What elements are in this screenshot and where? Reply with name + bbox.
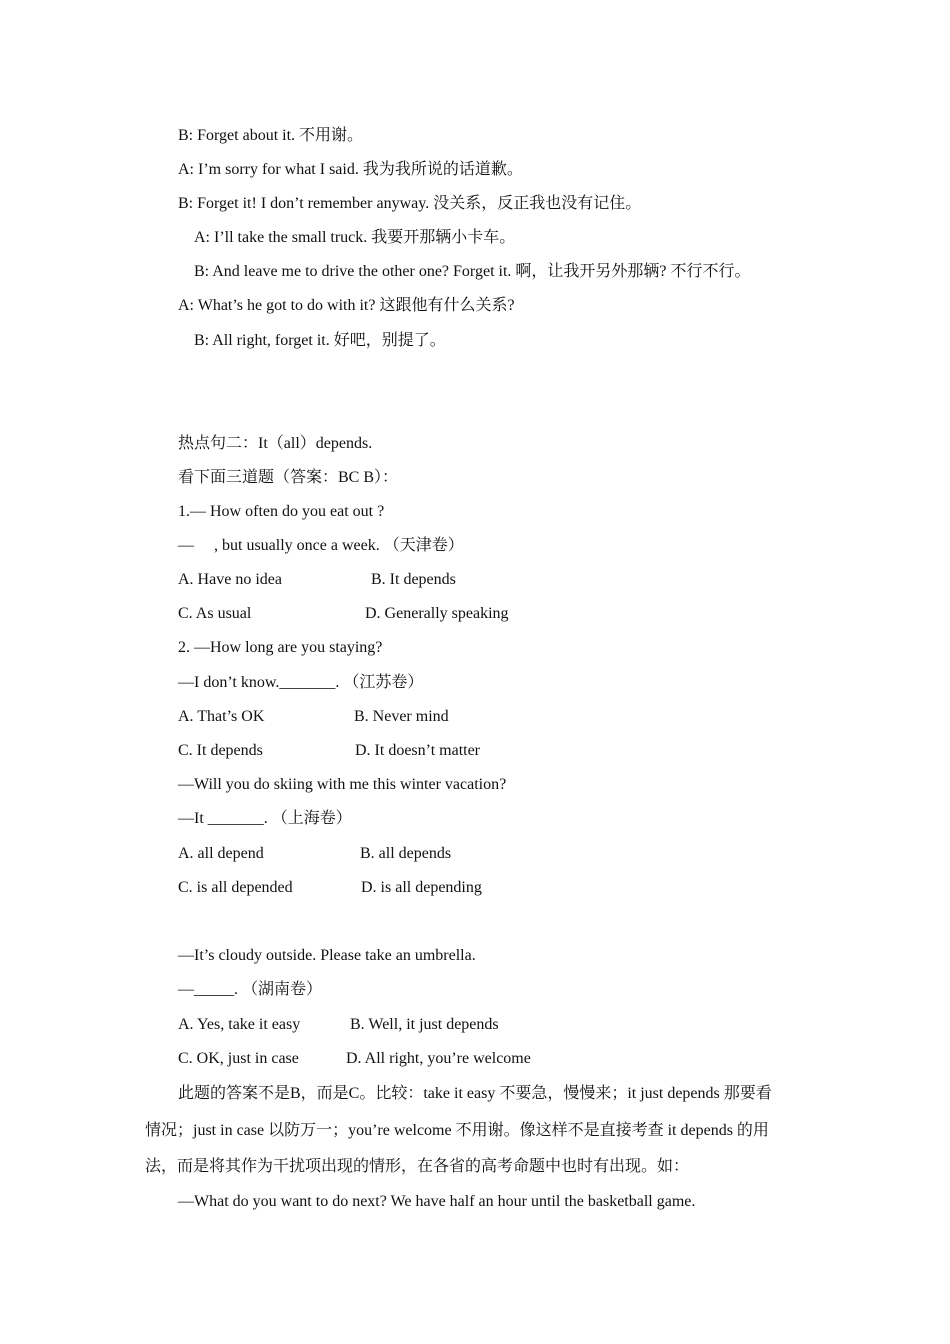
q1-option-d: D. Generally speaking: [365, 605, 509, 622]
q2-option-a: A. That’s OK: [178, 708, 265, 725]
q3-option-c: C. is all depended: [178, 879, 293, 896]
q2-option-c: C. It depends: [178, 742, 263, 759]
dialogue-line: B: All right, forget it. 好吧，别提了。: [194, 332, 446, 349]
question-3-answer-line: —It _______. （上海卷）: [178, 810, 352, 827]
q4-option-a: A. Yes, take it easy: [178, 1016, 301, 1033]
question-2: 2. —How long are you staying?: [178, 639, 383, 656]
dialogue-line: A: What’s he got to do with it? 这跟他有什么关系?: [178, 297, 515, 314]
dialogue-line: B: Forget it! I don’t remember anyway. 没关系，反正我也没有记住。: [178, 195, 642, 212]
dialogue-line: B: Forget about it. 不用谢。: [178, 127, 364, 144]
q4-option-b: B. Well, it just depends: [350, 1016, 499, 1033]
dialogue-line: A: I’m sorry for what I said. 我为我所说的话道歉。: [178, 161, 523, 178]
q2-option-b: B. Never mind: [354, 708, 449, 725]
question-1: 1.— How often do you eat out ?: [178, 503, 385, 520]
dialogue-line: B: And leave me to drive the other one? Forget it. 啊，让我开另外那辆? 不行不行。: [194, 263, 751, 280]
question-4: —It’s cloudy outside. Please take an umbrella.: [178, 947, 476, 964]
intro-text: 看下面三道题（答案：BC B）：: [178, 469, 399, 486]
explanation-line: 法，而是将其作为干扰项出现的情形，在各省的高考命题中也时有出现。如：: [145, 1158, 690, 1175]
q4-option-c: C. OK, just in case: [178, 1050, 299, 1067]
question-1-answer-line: — , but usually once a week. （天津卷）: [178, 537, 464, 554]
q3-option-b: B. all depends: [360, 845, 452, 862]
q2-option-d: D. It doesn’t matter: [355, 742, 481, 759]
q4-option-d: D. All right, you’re welcome: [346, 1050, 531, 1067]
q1-option-b: B. It depends: [371, 571, 456, 588]
dialogue-line: A: I’ll take the small truck. 我要开那辆小卡车。: [194, 229, 516, 246]
q3-option-a: A. all depend: [178, 845, 264, 862]
q3-option-d: D. is all depending: [361, 879, 482, 896]
question-4-answer-line: —_____. （湖南卷）: [178, 981, 323, 998]
example-question: —What do you want to do next? We have half an hour until the basketball game.: [178, 1193, 696, 1210]
question-2-answer-line: —I don’t know._______. （江苏卷）: [178, 674, 424, 691]
q1-option-c: C. As usual: [178, 605, 252, 622]
explanation-line: 此题的答案不是B，而是C。比较：take it easy 不要急，慢慢来；it just depends 那要看: [178, 1085, 772, 1102]
question-3: —Will you do skiing with me this winter vacation?: [178, 776, 507, 793]
section-title: 热点句二：It（all）depends.: [178, 435, 373, 452]
q1-option-a: A. Have no idea: [178, 571, 282, 588]
explanation-line: 情况；just in case 以防万一；you’re welcome 不用谢。像这样不是直接考查 it depends 的用: [145, 1122, 769, 1139]
